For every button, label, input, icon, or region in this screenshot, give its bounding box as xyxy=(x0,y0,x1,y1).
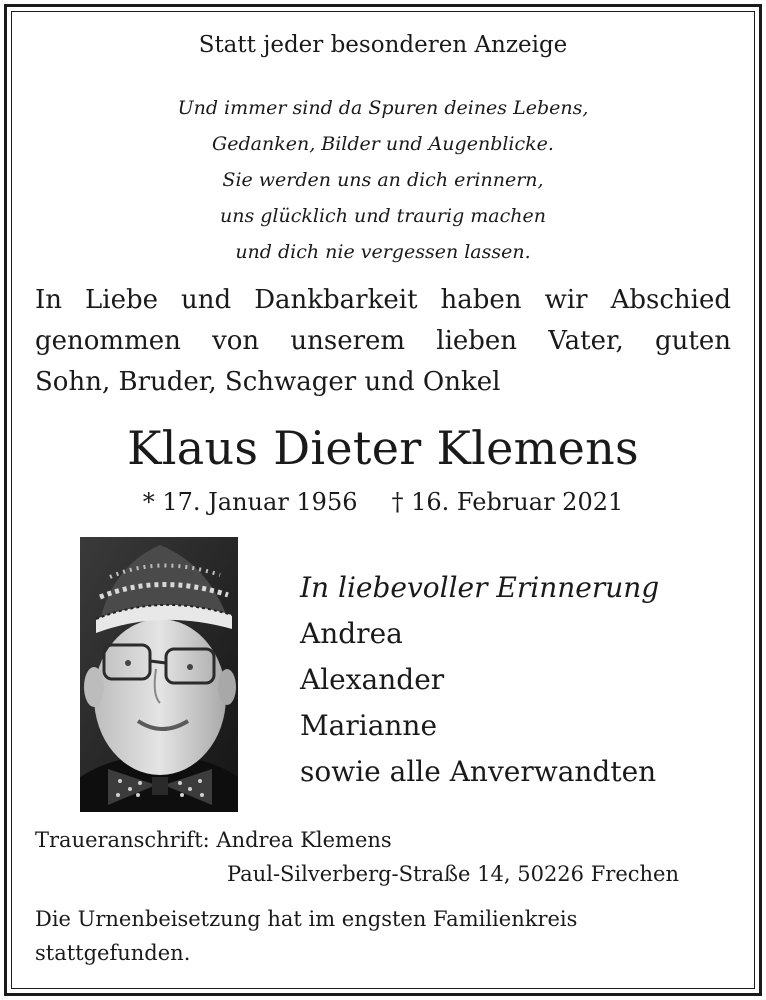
poem xyxy=(0,90,766,270)
remembrance-line: In liebevoller Erinnerung xyxy=(300,571,660,604)
deceased-name: Klaus Dieter Klemens xyxy=(127,421,639,475)
family-signatures xyxy=(300,565,659,795)
family-member: Marianne xyxy=(300,709,438,742)
poem-line: und dich nie vergessen lassen. xyxy=(235,241,531,263)
life-dates xyxy=(0,484,766,520)
birth-date: * 17. Januar 1956 xyxy=(142,488,358,516)
poem-line: Und immer sind da Spuren deines Lebens, xyxy=(177,97,589,119)
poem-line: uns glücklich und traurig machen xyxy=(220,205,546,227)
intro-text xyxy=(35,280,731,403)
address-label: Traueranschrift: xyxy=(35,828,210,852)
intro-line: In Liebe und Dankbarkeit haben wir Abschied xyxy=(35,285,731,315)
family-member: sowie alle Anverwandten xyxy=(300,755,657,788)
poem-line: Gedanken, Bilder und Augenblicke. xyxy=(212,133,554,155)
notice-heading: Statt jeder besonderen Anzeige xyxy=(198,32,568,58)
portrait-photo xyxy=(80,537,238,812)
address-name: Andrea Klemens xyxy=(216,828,392,852)
poem-line: Sie werden uns an dich erinnern, xyxy=(222,169,544,191)
family-member: Andrea xyxy=(300,617,403,650)
mourning-address xyxy=(35,823,679,891)
intro-line: Sohn, Bruder, Schwager und Onkel xyxy=(35,367,501,397)
intro-line: genommen von unserem lieben Vater, guten xyxy=(35,326,731,356)
burial-note: Die Urnenbeisetzung hat im engsten Familienkreis stattgefunden. xyxy=(35,907,578,965)
family-member: Alexander xyxy=(300,663,445,696)
address-street: Paul-Silverberg-Straße 14, 50226 Frechen xyxy=(227,862,679,886)
death-date: † 16. Februar 2021 xyxy=(391,488,624,516)
